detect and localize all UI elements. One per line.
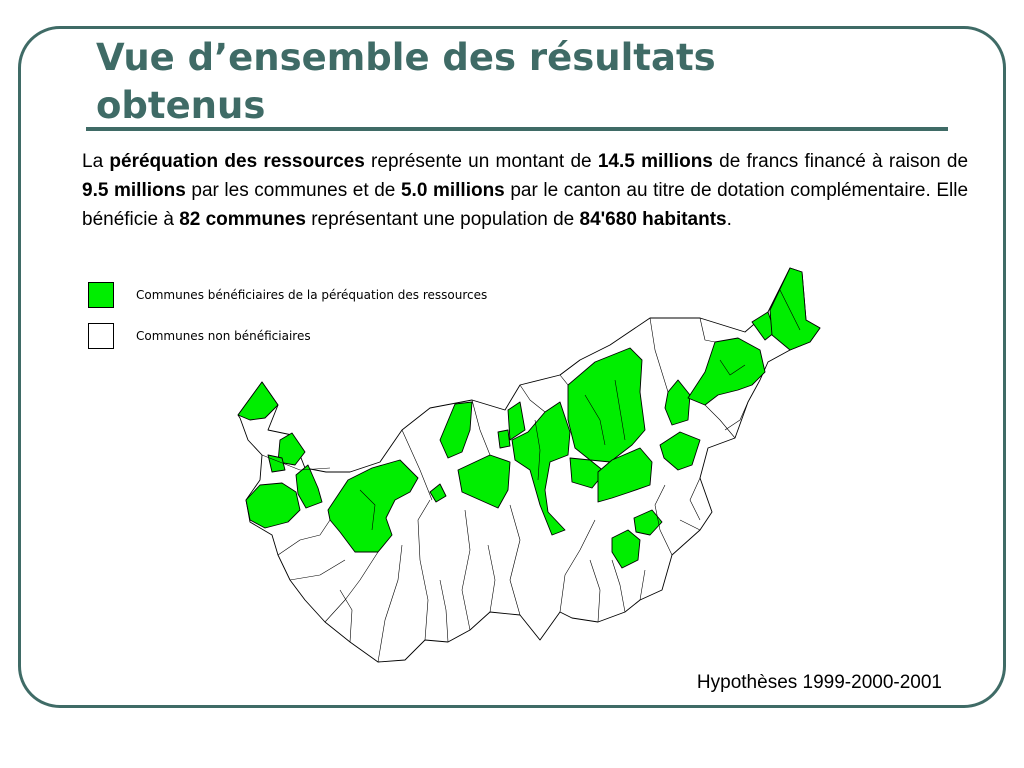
commune-region bbox=[770, 268, 820, 350]
text-run: représente un montant de bbox=[364, 151, 598, 172]
hypotheses-footer: Hypothèses 1999-2000-2001 bbox=[696, 672, 942, 693]
bold-run: 82 communes bbox=[179, 209, 306, 230]
bold-run: péréquation des ressources bbox=[109, 151, 365, 172]
text-run: par le canton au titre de dotation complémentaire. Elle bénéficie à bbox=[82, 180, 969, 230]
legend-swatch-white bbox=[88, 323, 114, 349]
title-underline bbox=[86, 127, 948, 131]
legend-label-non-beneficiary: Communes non bénéficiaires bbox=[136, 329, 311, 343]
commune-region bbox=[498, 430, 510, 448]
bold-run: 14.5 millions bbox=[597, 151, 713, 172]
summary-paragraph bbox=[82, 147, 968, 234]
text-run: La bbox=[82, 151, 110, 172]
legend-swatch-green bbox=[88, 282, 114, 308]
text-run: représentant une population de bbox=[305, 209, 580, 230]
bold-run: 9.5 millions bbox=[82, 180, 186, 201]
text-run: . bbox=[726, 209, 732, 230]
bold-run: 84'680 habitants bbox=[579, 209, 727, 230]
canton-communes-map bbox=[230, 262, 830, 667]
legend-label-beneficiary: Communes bénéficiaires de la péréquation des ressources bbox=[136, 288, 488, 302]
slide-title: Vue d’ensemble des résultats obtenus bbox=[96, 36, 716, 127]
bold-run: 5.0 millions bbox=[400, 180, 505, 201]
text-run: par les communes et de bbox=[185, 180, 401, 201]
text-run: de francs financé à raison de bbox=[712, 151, 969, 172]
